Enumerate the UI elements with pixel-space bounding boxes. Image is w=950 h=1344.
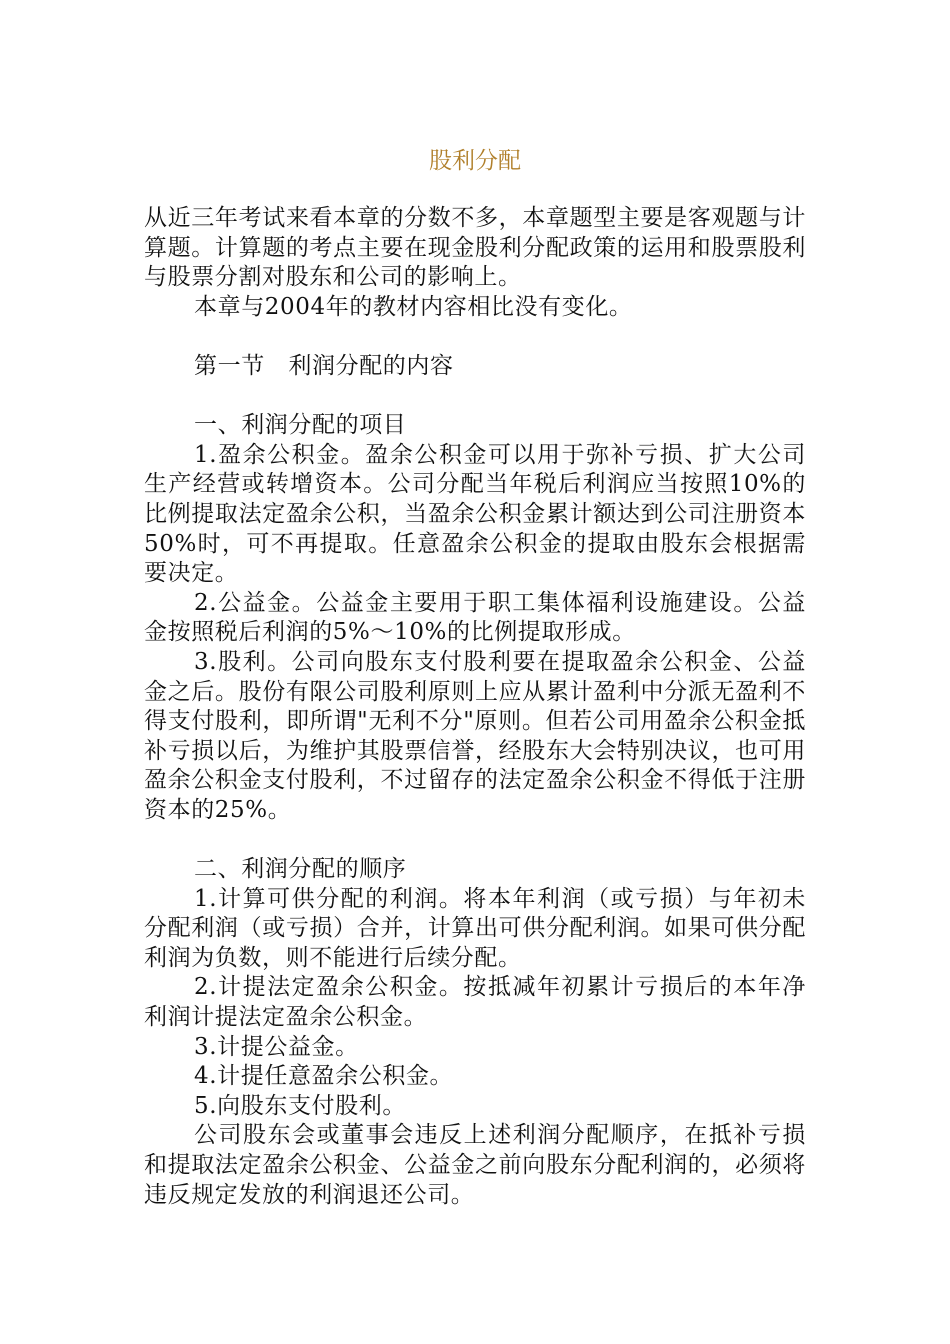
- paragraph-violation: 公司股东会或董事会违反上述利润分配顺序，在抵补亏损和提取法定盈余公积金、公益金之前向股东分配利润的，必须将违反规定发放的利润退还公司。: [144, 1122, 806, 1208]
- paragraph-order-2: 2.计提法定盈余公积金。按抵减年初累计亏损后的本年净利润计提法定盈余公积金。: [144, 974, 806, 1031]
- section-heading-1: 第一节 利润分配的内容: [194, 352, 454, 379]
- paragraph-surplus-reserve: 1.盈余公积金。盈余公积金可以用于弥补亏损、扩大公司生产经营或转增资本。公司分配当年税后利润应当按照10%的比例提取法定盈余公积，当盈余公积金累计额达到公司注册资本50%时，可不再提取。任意盈余公积金的提取由股东会根据需要决定。: [144, 441, 806, 587]
- paragraph-dividends: 3.股利。公司向股东支付股利要在提取盈余公积金、公益金之后。股份有限公司股利原则上应从累计盈利中分派无盈利不得支付股利，即所谓"无利不分"原则。但若公司用盈余公积金抵补亏损以后，为维护其股票信誉，经股东大会特别决议，也可用盈余公积金支付股利，不过留存的法定盈余公积金不得低于注册资本的25%。: [144, 648, 806, 823]
- paragraph-public-welfare: 2.公益金。公益金主要用于职工集体福利设施建设。公益金按照税后利润的5%～10%的比例提取形成。: [144, 589, 806, 646]
- paragraph-order-5: 5.向股东支付股利。: [194, 1092, 406, 1119]
- blank-line: [144, 382, 806, 412]
- document-title: 股利分配: [429, 148, 521, 174]
- paragraph-no-change: 本章与2004年的教材内容相比没有变化。: [194, 293, 633, 320]
- paragraph-order-3: 3.计提公益金。: [194, 1033, 359, 1060]
- paragraph-intro: 从近三年考试来看本章的分数不多，本章题型主要是客观题与计算题。计算题的考点主要在现金股利分配政策的运用和股票股利与股票分割对股东和公司的影响上。: [144, 205, 806, 291]
- blank-line: [144, 825, 806, 855]
- subheading-distribution-order: 二、利润分配的顺序: [194, 856, 407, 883]
- paragraph-order-4: 4.计提任意盈余公积金。: [194, 1063, 454, 1090]
- subheading-profit-items: 一、利润分配的项目: [194, 412, 407, 439]
- blank-line: [144, 322, 806, 352]
- document-body: [144, 204, 806, 1210]
- paragraph-order-1: 1.计算可供分配的利润。将本年利润（或亏损）与年初未分配利润（或亏损）合并，计算出可供分配利润。如果可供分配利润为负数，则不能进行后续分配。: [144, 885, 806, 971]
